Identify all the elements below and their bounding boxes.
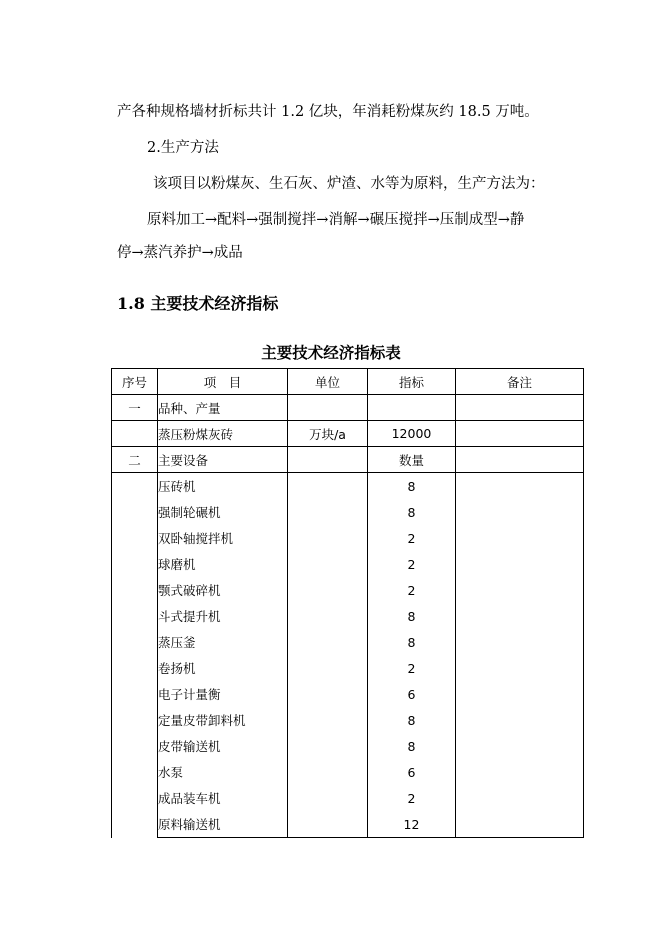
unit-cell [288, 603, 368, 629]
table-header-row [112, 369, 584, 395]
seq-cell [112, 811, 158, 838]
seq-cell [112, 473, 158, 500]
indicator-cell: 数量 [368, 447, 456, 473]
unit-cell [288, 655, 368, 681]
unit-cell [288, 525, 368, 551]
table-row-equipment [112, 603, 584, 629]
table-row-equipment [112, 733, 584, 759]
remark-cell [456, 473, 584, 500]
unit-cell: 万块/a [288, 421, 368, 447]
item-cell: 双卧轴搅拌机 [158, 525, 288, 551]
table-row-group1 [112, 395, 584, 421]
indicator-cell: 8 [368, 499, 456, 525]
table-row-equipment [112, 473, 584, 500]
indicator-cell: 12000 [368, 421, 456, 447]
unit-cell [288, 629, 368, 655]
remark-cell [456, 707, 584, 733]
table-row-equipment [112, 811, 584, 838]
remark-cell [456, 395, 584, 421]
unit-cell [288, 577, 368, 603]
indicator-cell: 8 [368, 707, 456, 733]
indicator-cell: 2 [368, 551, 456, 577]
seq-cell [112, 577, 158, 603]
seq-cell: 二 [112, 447, 158, 473]
table-row-group2 [112, 447, 584, 473]
item-cell: 颚式破碎机 [158, 577, 288, 603]
indicator-cell: 2 [368, 785, 456, 811]
seq-cell [112, 733, 158, 759]
table-row-equipment [112, 707, 584, 733]
item-cell: 球磨机 [158, 551, 288, 577]
remark-cell [456, 681, 584, 707]
unit-cell [288, 759, 368, 785]
remark-cell [456, 577, 584, 603]
unit-cell [288, 551, 368, 577]
seq-cell [112, 421, 158, 447]
item-cell: 原料输送机 [158, 811, 288, 838]
table-caption: 主要技术经济指标表 [261, 343, 401, 362]
indicator-cell: 2 [368, 655, 456, 681]
indicator-cell: 8 [368, 473, 456, 500]
seq-cell [112, 603, 158, 629]
table-row-product [112, 421, 584, 447]
seq-cell: 一 [112, 395, 158, 421]
remark-cell [456, 525, 584, 551]
item-cell: 蒸压釜 [158, 629, 288, 655]
table-row-equipment [112, 759, 584, 785]
unit-cell [288, 785, 368, 811]
seq-cell [112, 785, 158, 811]
item-cell: 定量皮带卸料机 [158, 707, 288, 733]
remark-cell [456, 551, 584, 577]
table-row-equipment [112, 525, 584, 551]
indicator-cell: 6 [368, 759, 456, 785]
unit-cell [288, 681, 368, 707]
remark-cell [456, 811, 584, 838]
subheading-production-method: 2.生产方法 [147, 140, 219, 156]
unit-cell [288, 811, 368, 838]
section-heading: 1.8 主要技术经济指标 [117, 294, 279, 313]
seq-cell [112, 525, 158, 551]
seq-cell [112, 499, 158, 525]
remark-cell [456, 733, 584, 759]
item-cell: 强制轮碾机 [158, 499, 288, 525]
indicator-cell: 12 [368, 811, 456, 838]
item-cell: 主要设备 [158, 447, 288, 473]
item-cell: 水泵 [158, 759, 288, 785]
item-cell: 品种、产量 [158, 395, 288, 421]
item-cell: 压砖机 [158, 473, 288, 500]
indicator-table [111, 368, 584, 838]
item-cell: 斗式提升机 [158, 603, 288, 629]
header-unit: 单位 [288, 369, 368, 395]
paragraph-raw-materials: 该项目以粉煤灰、生石灰、炉渣、水等为原料，生产方法为： [153, 176, 545, 192]
item-cell: 皮带输送机 [158, 733, 288, 759]
table-row-equipment [112, 499, 584, 525]
remark-cell [456, 629, 584, 655]
seq-cell [112, 707, 158, 733]
table-row-equipment [112, 629, 584, 655]
indicator-cell: 2 [368, 577, 456, 603]
indicator-cell: 8 [368, 629, 456, 655]
indicator-cell: 8 [368, 733, 456, 759]
table-row-equipment [112, 681, 584, 707]
seq-cell [112, 551, 158, 577]
remark-cell [456, 655, 584, 681]
header-remark: 备注 [456, 369, 584, 395]
unit-cell [288, 447, 368, 473]
table-row-equipment [112, 551, 584, 577]
header-item: 项 目 [158, 369, 288, 395]
indicator-cell [368, 395, 456, 421]
item-cell: 电子计量衡 [158, 681, 288, 707]
table-row-equipment [112, 577, 584, 603]
remark-cell [456, 603, 584, 629]
remark-cell [456, 421, 584, 447]
remark-cell [456, 785, 584, 811]
indicator-cell: 2 [368, 525, 456, 551]
seq-cell [112, 655, 158, 681]
table-row-equipment [112, 785, 584, 811]
paragraph-production-summary: 产各种规格墙材折标共计 1.2 亿块，年消耗粉煤灰约 18.5 万吨。 [117, 104, 539, 120]
item-cell: 蒸压粉煤灰砖 [158, 421, 288, 447]
remark-cell [456, 447, 584, 473]
unit-cell [288, 707, 368, 733]
unit-cell [288, 733, 368, 759]
header-indicator: 指标 [368, 369, 456, 395]
item-cell: 成品装车机 [158, 785, 288, 811]
header-seq: 序号 [112, 369, 158, 395]
paragraph-process-flow-line1: 原料加工→配料→强制搅拌→消解→碾压搅拌→压制成型→静 [147, 212, 525, 228]
table-row-equipment [112, 655, 584, 681]
seq-cell [112, 681, 158, 707]
unit-cell [288, 473, 368, 500]
item-cell: 卷扬机 [158, 655, 288, 681]
indicator-cell: 8 [368, 603, 456, 629]
seq-cell [112, 759, 158, 785]
indicator-cell: 6 [368, 681, 456, 707]
remark-cell [456, 499, 584, 525]
unit-cell [288, 395, 368, 421]
unit-cell [288, 499, 368, 525]
seq-cell [112, 629, 158, 655]
paragraph-process-flow-line2: 停→蒸汽养护→成品 [117, 245, 243, 261]
remark-cell [456, 759, 584, 785]
